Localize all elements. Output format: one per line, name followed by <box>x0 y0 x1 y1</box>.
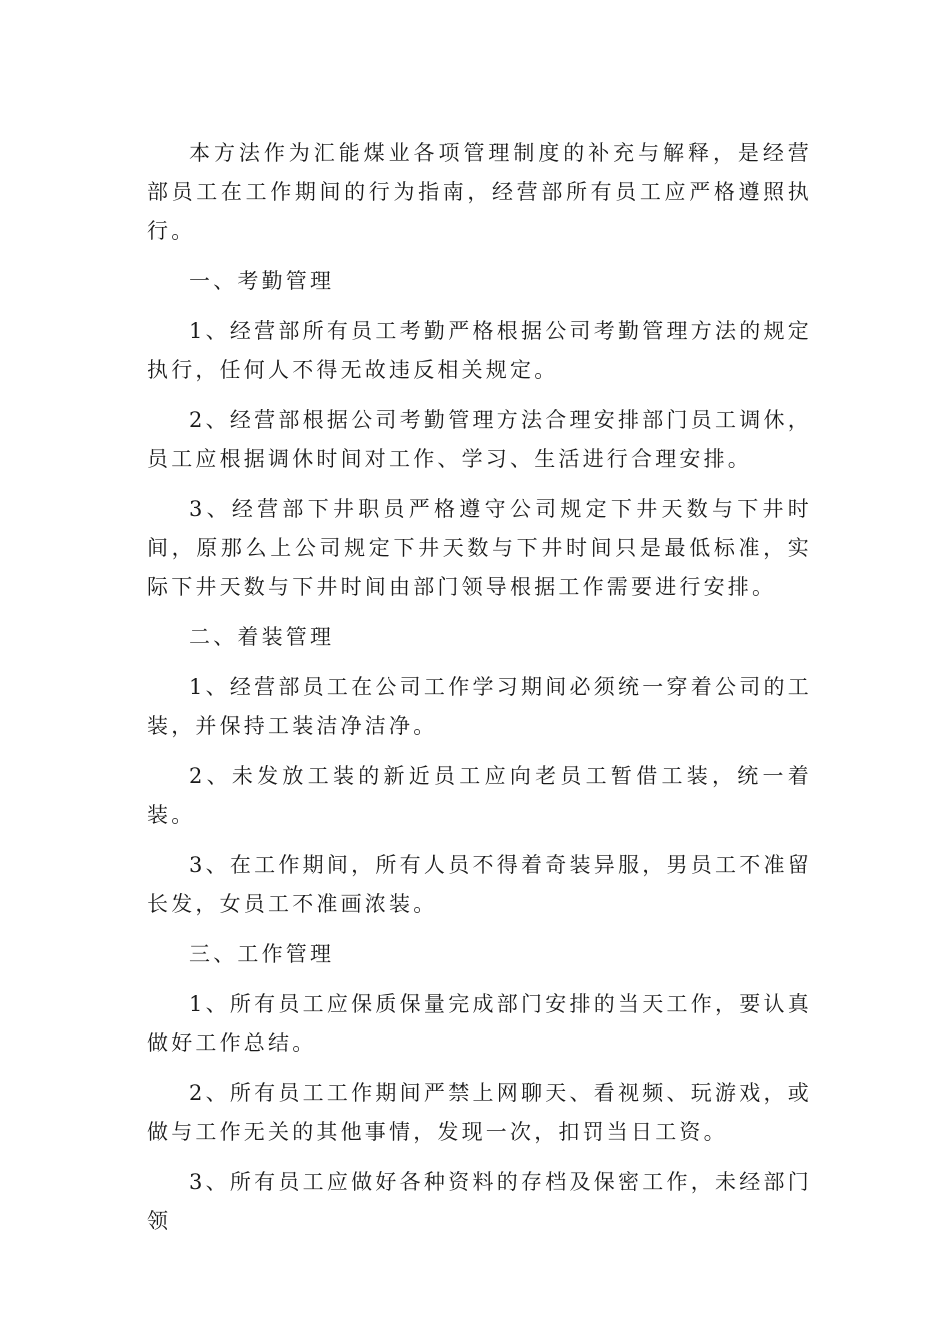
attendance-item-3: 3、经营部下井职员严格遵守公司规定下井天数与下井时间，原那么上公司规定下井天数与下井时间只是最低标准，实际下井天数与下井时间由部门领导根据工作需要进行安排。 <box>147 497 812 599</box>
intro-paragraph: 本方法作为汇能煤业各项管理制度的补充与解释，是经营部员工在工作期间的行为指南，经营部所有员工应严格遵照执行。 <box>147 141 812 243</box>
section-heading-attendance: 一、考勤管理 <box>189 269 335 293</box>
dress-item-1: 1、经营部员工在公司工作学习期间必须统一穿着公司的工装，并保持工装洁净洁净。 <box>147 675 812 738</box>
section-heading-dress: 二、着装管理 <box>189 625 335 649</box>
attendance-item-1: 1、经营部所有员工考勤严格根据公司考勤管理方法的规定执行，任何人不得无故违反相关规定。 <box>147 319 812 382</box>
dress-item-2: 2、未发放工装的新近员工应向老员工暂借工装，统一着装。 <box>147 764 812 827</box>
attendance-item-2: 2、经营部根据公司考勤管理方法合理安排部门员工调休，员工应根据调休时间对工作、学习、生活进行合理安排。 <box>147 408 812 471</box>
section-heading-work: 三、工作管理 <box>189 942 335 966</box>
dress-item-3: 3、在工作期间，所有人员不得着奇装异服，男员工不准留长发，女员工不准画浓装。 <box>147 853 812 916</box>
work-item-3: 3、所有员工应做好各种资料的存档及保密工作，未经部门领 <box>147 1170 812 1233</box>
work-item-2: 2、所有员工工作期间严禁上网聊天、看视频、玩游戏，或做与工作无关的其他事情，发现一次，扣罚当日工资。 <box>147 1081 812 1144</box>
document-body <box>147 134 812 1252</box>
work-item-1: 1、所有员工应保质保量完成部门安排的当天工作，要认真做好工作总结。 <box>147 992 812 1055</box>
